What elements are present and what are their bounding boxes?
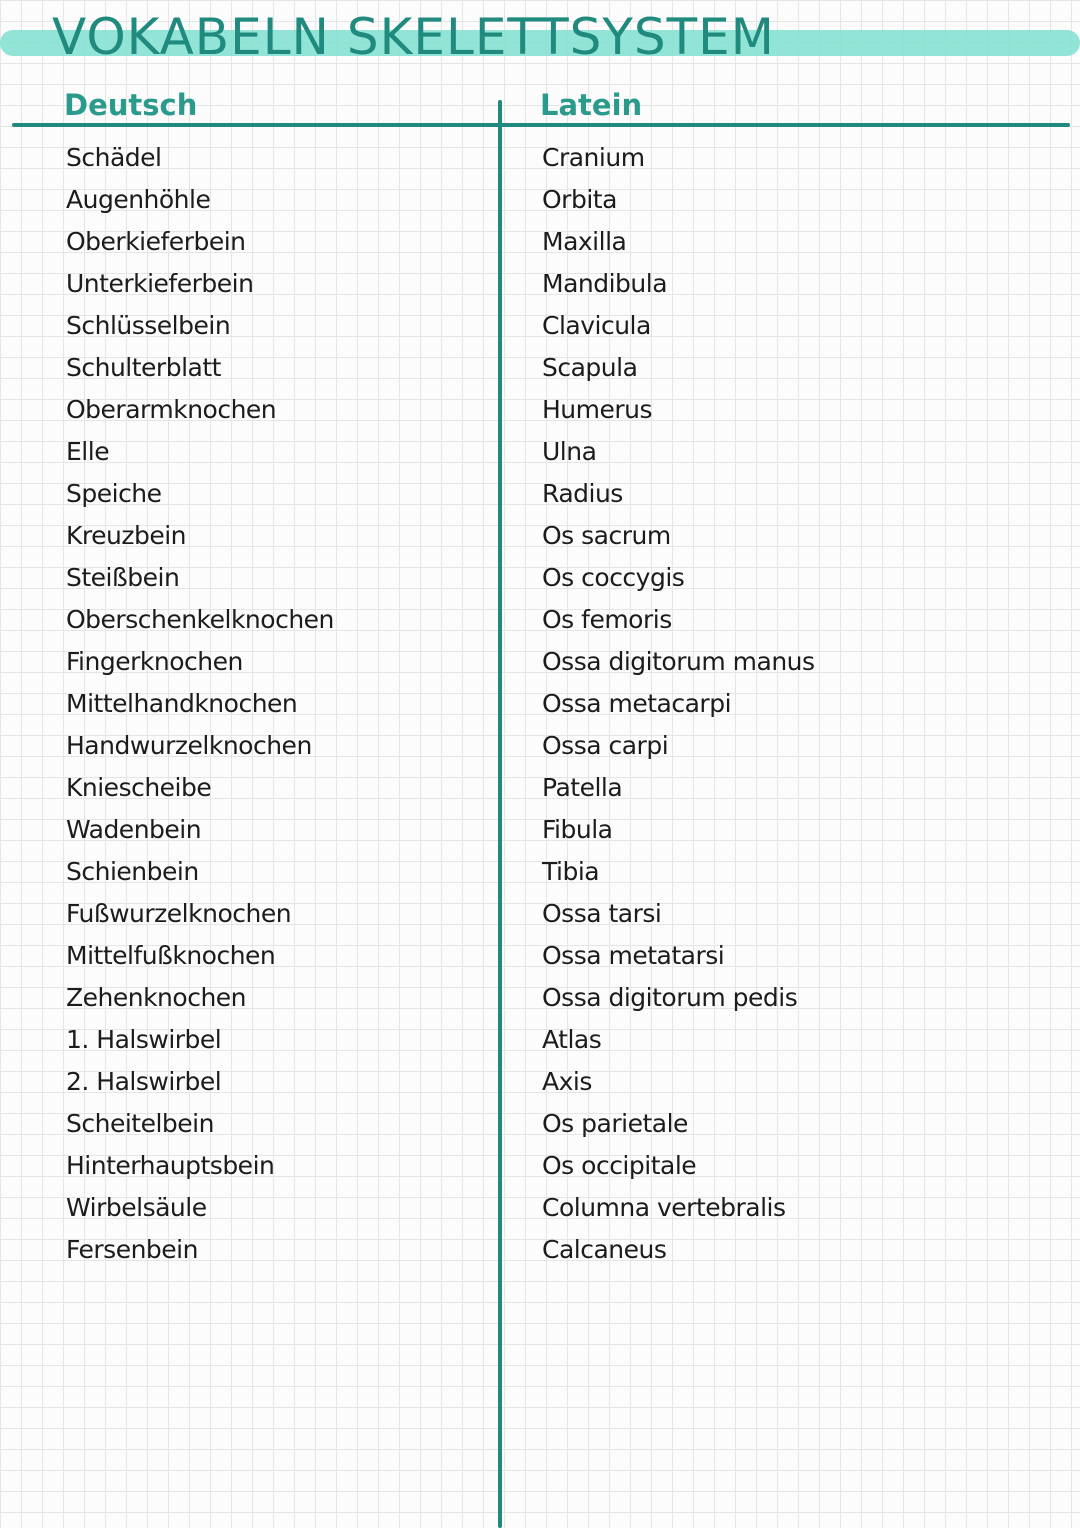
- german-term: 1. Halswirbel: [66, 1025, 222, 1054]
- latin-term: Os femoris: [542, 605, 672, 634]
- latin-term: Ossa digitorum manus: [542, 647, 815, 676]
- latin-term: Patella: [542, 773, 623, 802]
- vocab-row: [0, 599, 1080, 641]
- latin-term: Ossa carpi: [542, 731, 669, 760]
- vocab-row: [0, 137, 1080, 179]
- latin-term: Ossa metatarsi: [542, 941, 725, 970]
- latin-term: Clavicula: [542, 311, 651, 340]
- vocab-row: [0, 725, 1080, 767]
- german-term: Schienbein: [66, 857, 199, 886]
- german-term: Fersenbein: [66, 1235, 198, 1264]
- vocab-row: [0, 641, 1080, 683]
- vocab-row: [0, 893, 1080, 935]
- german-term: Fingerknochen: [66, 647, 243, 676]
- vocab-row: [0, 683, 1080, 725]
- vocab-row: [0, 431, 1080, 473]
- latin-term: Tibia: [542, 857, 600, 886]
- vocab-row: [0, 221, 1080, 263]
- vocab-row: [0, 179, 1080, 221]
- latin-term: Scapula: [542, 353, 638, 382]
- german-term: Speiche: [66, 479, 162, 508]
- german-term: Scheitelbein: [66, 1109, 214, 1138]
- german-term: Augenhöhle: [66, 185, 211, 214]
- german-term: Elle: [66, 437, 110, 466]
- german-term: Oberschenkelknochen: [66, 605, 334, 634]
- vocabulary-list: [0, 137, 1080, 1271]
- german-term: Unterkieferbein: [66, 269, 254, 298]
- german-term: Schulterblatt: [66, 353, 221, 382]
- german-term: Handwurzelknochen: [66, 731, 312, 760]
- vocab-row: [0, 1145, 1080, 1187]
- german-term: Mittelhandknochen: [66, 689, 298, 718]
- latin-term: Ossa digitorum pedis: [542, 983, 798, 1012]
- german-term: Mittelfußknochen: [66, 941, 276, 970]
- latin-term: Calcaneus: [542, 1235, 667, 1264]
- german-term: Zehenknochen: [66, 983, 247, 1012]
- latin-term: Radius: [542, 479, 623, 508]
- latin-term: Maxilla: [542, 227, 627, 256]
- vocab-row: [0, 263, 1080, 305]
- vocab-row: [0, 1229, 1080, 1271]
- latin-term: Ossa metacarpi: [542, 689, 732, 718]
- page-title: VOKABELN SKELETTSYSTEM: [52, 8, 775, 66]
- german-term: Oberkieferbein: [66, 227, 246, 256]
- vocab-row: [0, 1103, 1080, 1145]
- vocab-row: [0, 389, 1080, 431]
- latin-term: Os sacrum: [542, 521, 671, 550]
- vocab-row: [0, 1187, 1080, 1229]
- german-term: Wirbelsäule: [66, 1193, 207, 1222]
- vocab-row: [0, 935, 1080, 977]
- german-term: Fußwurzelknochen: [66, 899, 292, 928]
- latin-term: Cranium: [542, 143, 645, 172]
- latin-term: Os coccygis: [542, 563, 685, 592]
- vocab-row: [0, 809, 1080, 851]
- vocab-row: [0, 473, 1080, 515]
- vocab-row: [0, 305, 1080, 347]
- latin-term: Os parietale: [542, 1109, 688, 1138]
- vocab-row: [0, 347, 1080, 389]
- vocab-row: [0, 1061, 1080, 1103]
- latin-term: Fibula: [542, 815, 613, 844]
- vocab-row: [0, 557, 1080, 599]
- latin-term: Humerus: [542, 395, 653, 424]
- german-term: Hinterhauptsbein: [66, 1151, 275, 1180]
- vocab-row: [0, 851, 1080, 893]
- column-header-latin: Latein: [540, 88, 643, 122]
- latin-term: Atlas: [542, 1025, 602, 1054]
- header-divider: [12, 123, 1070, 127]
- latin-term: Mandibula: [542, 269, 668, 298]
- german-term: 2. Halswirbel: [66, 1067, 222, 1096]
- vocab-row: [0, 767, 1080, 809]
- vocab-row: [0, 1019, 1080, 1061]
- vocab-row: [0, 515, 1080, 557]
- german-term: Oberarmknochen: [66, 395, 277, 424]
- latin-term: Axis: [542, 1067, 592, 1096]
- vocab-row: [0, 977, 1080, 1019]
- latin-term: Ulna: [542, 437, 597, 466]
- german-term: Wadenbein: [66, 815, 202, 844]
- german-term: Kreuzbein: [66, 521, 187, 550]
- german-term: Schädel: [66, 143, 162, 172]
- latin-term: Columna vertebralis: [542, 1193, 786, 1222]
- latin-term: Orbita: [542, 185, 617, 214]
- column-header-german: Deutsch: [64, 88, 198, 122]
- latin-term: Os occipitale: [542, 1151, 697, 1180]
- german-term: Kniescheibe: [66, 773, 212, 802]
- german-term: Steißbein: [66, 563, 180, 592]
- latin-term: Ossa tarsi: [542, 899, 662, 928]
- german-term: Schlüsselbein: [66, 311, 231, 340]
